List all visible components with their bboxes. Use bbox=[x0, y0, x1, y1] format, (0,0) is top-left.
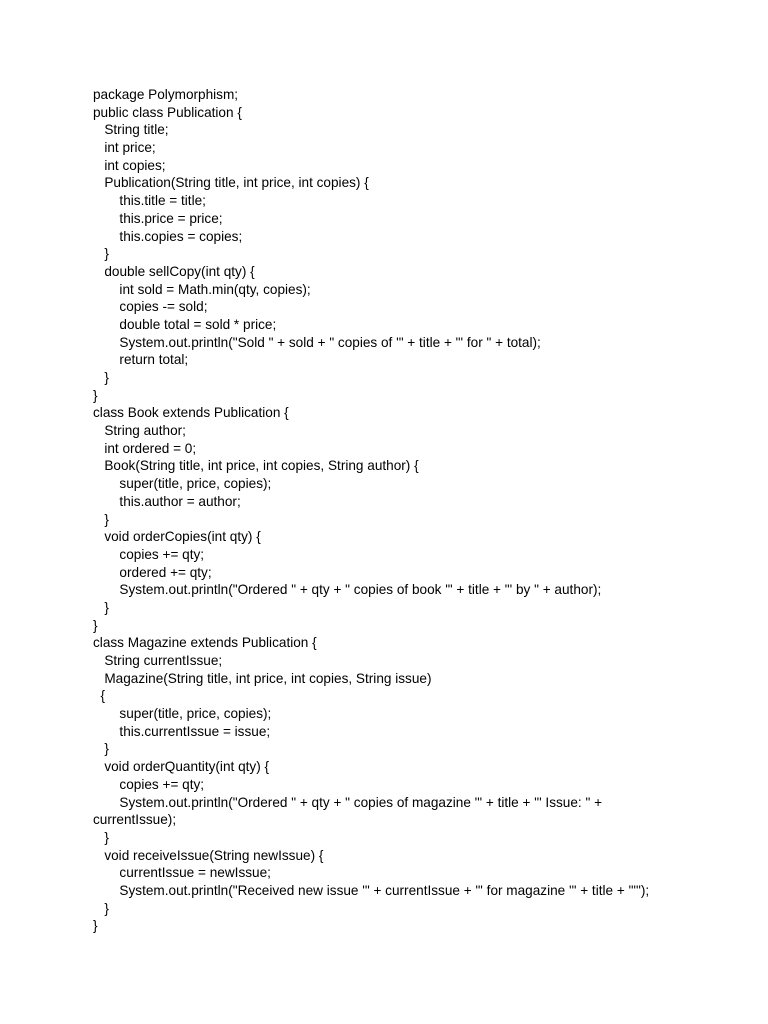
code-line: Magazine(String title, int price, int copies, String issue) bbox=[93, 670, 432, 686]
code-line: } bbox=[93, 599, 109, 615]
code-line: String author; bbox=[93, 423, 186, 439]
code-line: package Polymorphism; bbox=[93, 87, 239, 102]
code-line: this.currentIssue = issue; bbox=[93, 723, 271, 739]
code-line: currentIssue); bbox=[93, 812, 177, 828]
code-line: super(title, price, copies); bbox=[93, 706, 272, 722]
code-line: } bbox=[93, 387, 98, 403]
code-line: } bbox=[93, 617, 98, 633]
code-line: double sellCopy(int qty) { bbox=[93, 263, 255, 279]
code-line: System.out.println("Sold " + sold + " copies of '" + title + "' for " + total); bbox=[93, 334, 541, 350]
code-line: double total = sold * price; bbox=[93, 316, 277, 332]
code-line: class Magazine extends Publication { bbox=[93, 635, 317, 651]
code-listing bbox=[93, 86, 753, 935]
code-line: Publication(String title, int price, int copies) { bbox=[93, 175, 369, 191]
code-line: copies += qty; bbox=[93, 776, 205, 792]
code-line: } bbox=[93, 246, 109, 262]
code-line: void orderCopies(int qty) { bbox=[93, 529, 261, 545]
code-line: super(title, price, copies); bbox=[93, 476, 272, 492]
code-line: copies += qty; bbox=[93, 546, 205, 562]
code-line: int copies; bbox=[93, 157, 166, 173]
code-line: this.price = price; bbox=[93, 210, 223, 226]
code-line: System.out.println("Received new issue '" + currentIssue + "' for magazine '" + title + "'"); bbox=[93, 882, 650, 898]
code-line: String title; bbox=[93, 122, 169, 138]
code-line: int price; bbox=[93, 140, 156, 156]
code-line: int ordered = 0; bbox=[93, 440, 197, 456]
code-line: this.copies = copies; bbox=[93, 228, 243, 244]
code-line: } bbox=[93, 741, 109, 757]
code-line: return total; bbox=[93, 352, 189, 368]
code-line: int sold = Math.min(qty, copies); bbox=[93, 281, 311, 297]
code-line: ordered += qty; bbox=[93, 564, 212, 580]
code-line: this.title = title; bbox=[93, 193, 206, 209]
code-line: } bbox=[93, 900, 109, 916]
code-line: void receiveIssue(String newIssue) { bbox=[93, 847, 324, 863]
code-line: this.author = author; bbox=[93, 493, 241, 509]
code-line: } bbox=[93, 829, 109, 845]
code-line: System.out.println("Ordered " + qty + " copies of book '" + title + "' by " + author); bbox=[93, 582, 602, 598]
code-line: } bbox=[93, 511, 109, 527]
code-line: class Book extends Publication { bbox=[93, 405, 289, 421]
code-line: currentIssue = newIssue; bbox=[93, 865, 271, 881]
code-line: } bbox=[93, 918, 98, 934]
code-line: void orderQuantity(int qty) { bbox=[93, 759, 270, 775]
code-line: String currentIssue; bbox=[93, 653, 223, 668]
code-line: copies -= sold; bbox=[93, 299, 208, 315]
code-line: Book(String title, int price, int copies, String author) { bbox=[93, 458, 419, 474]
code-line: } bbox=[93, 370, 109, 385]
code-line: public class Publication { bbox=[93, 104, 242, 120]
code-line: { bbox=[93, 688, 106, 704]
code-line: System.out.println("Ordered " + qty + " copies of magazine '" + title + "' Issue: " + bbox=[93, 794, 603, 810]
